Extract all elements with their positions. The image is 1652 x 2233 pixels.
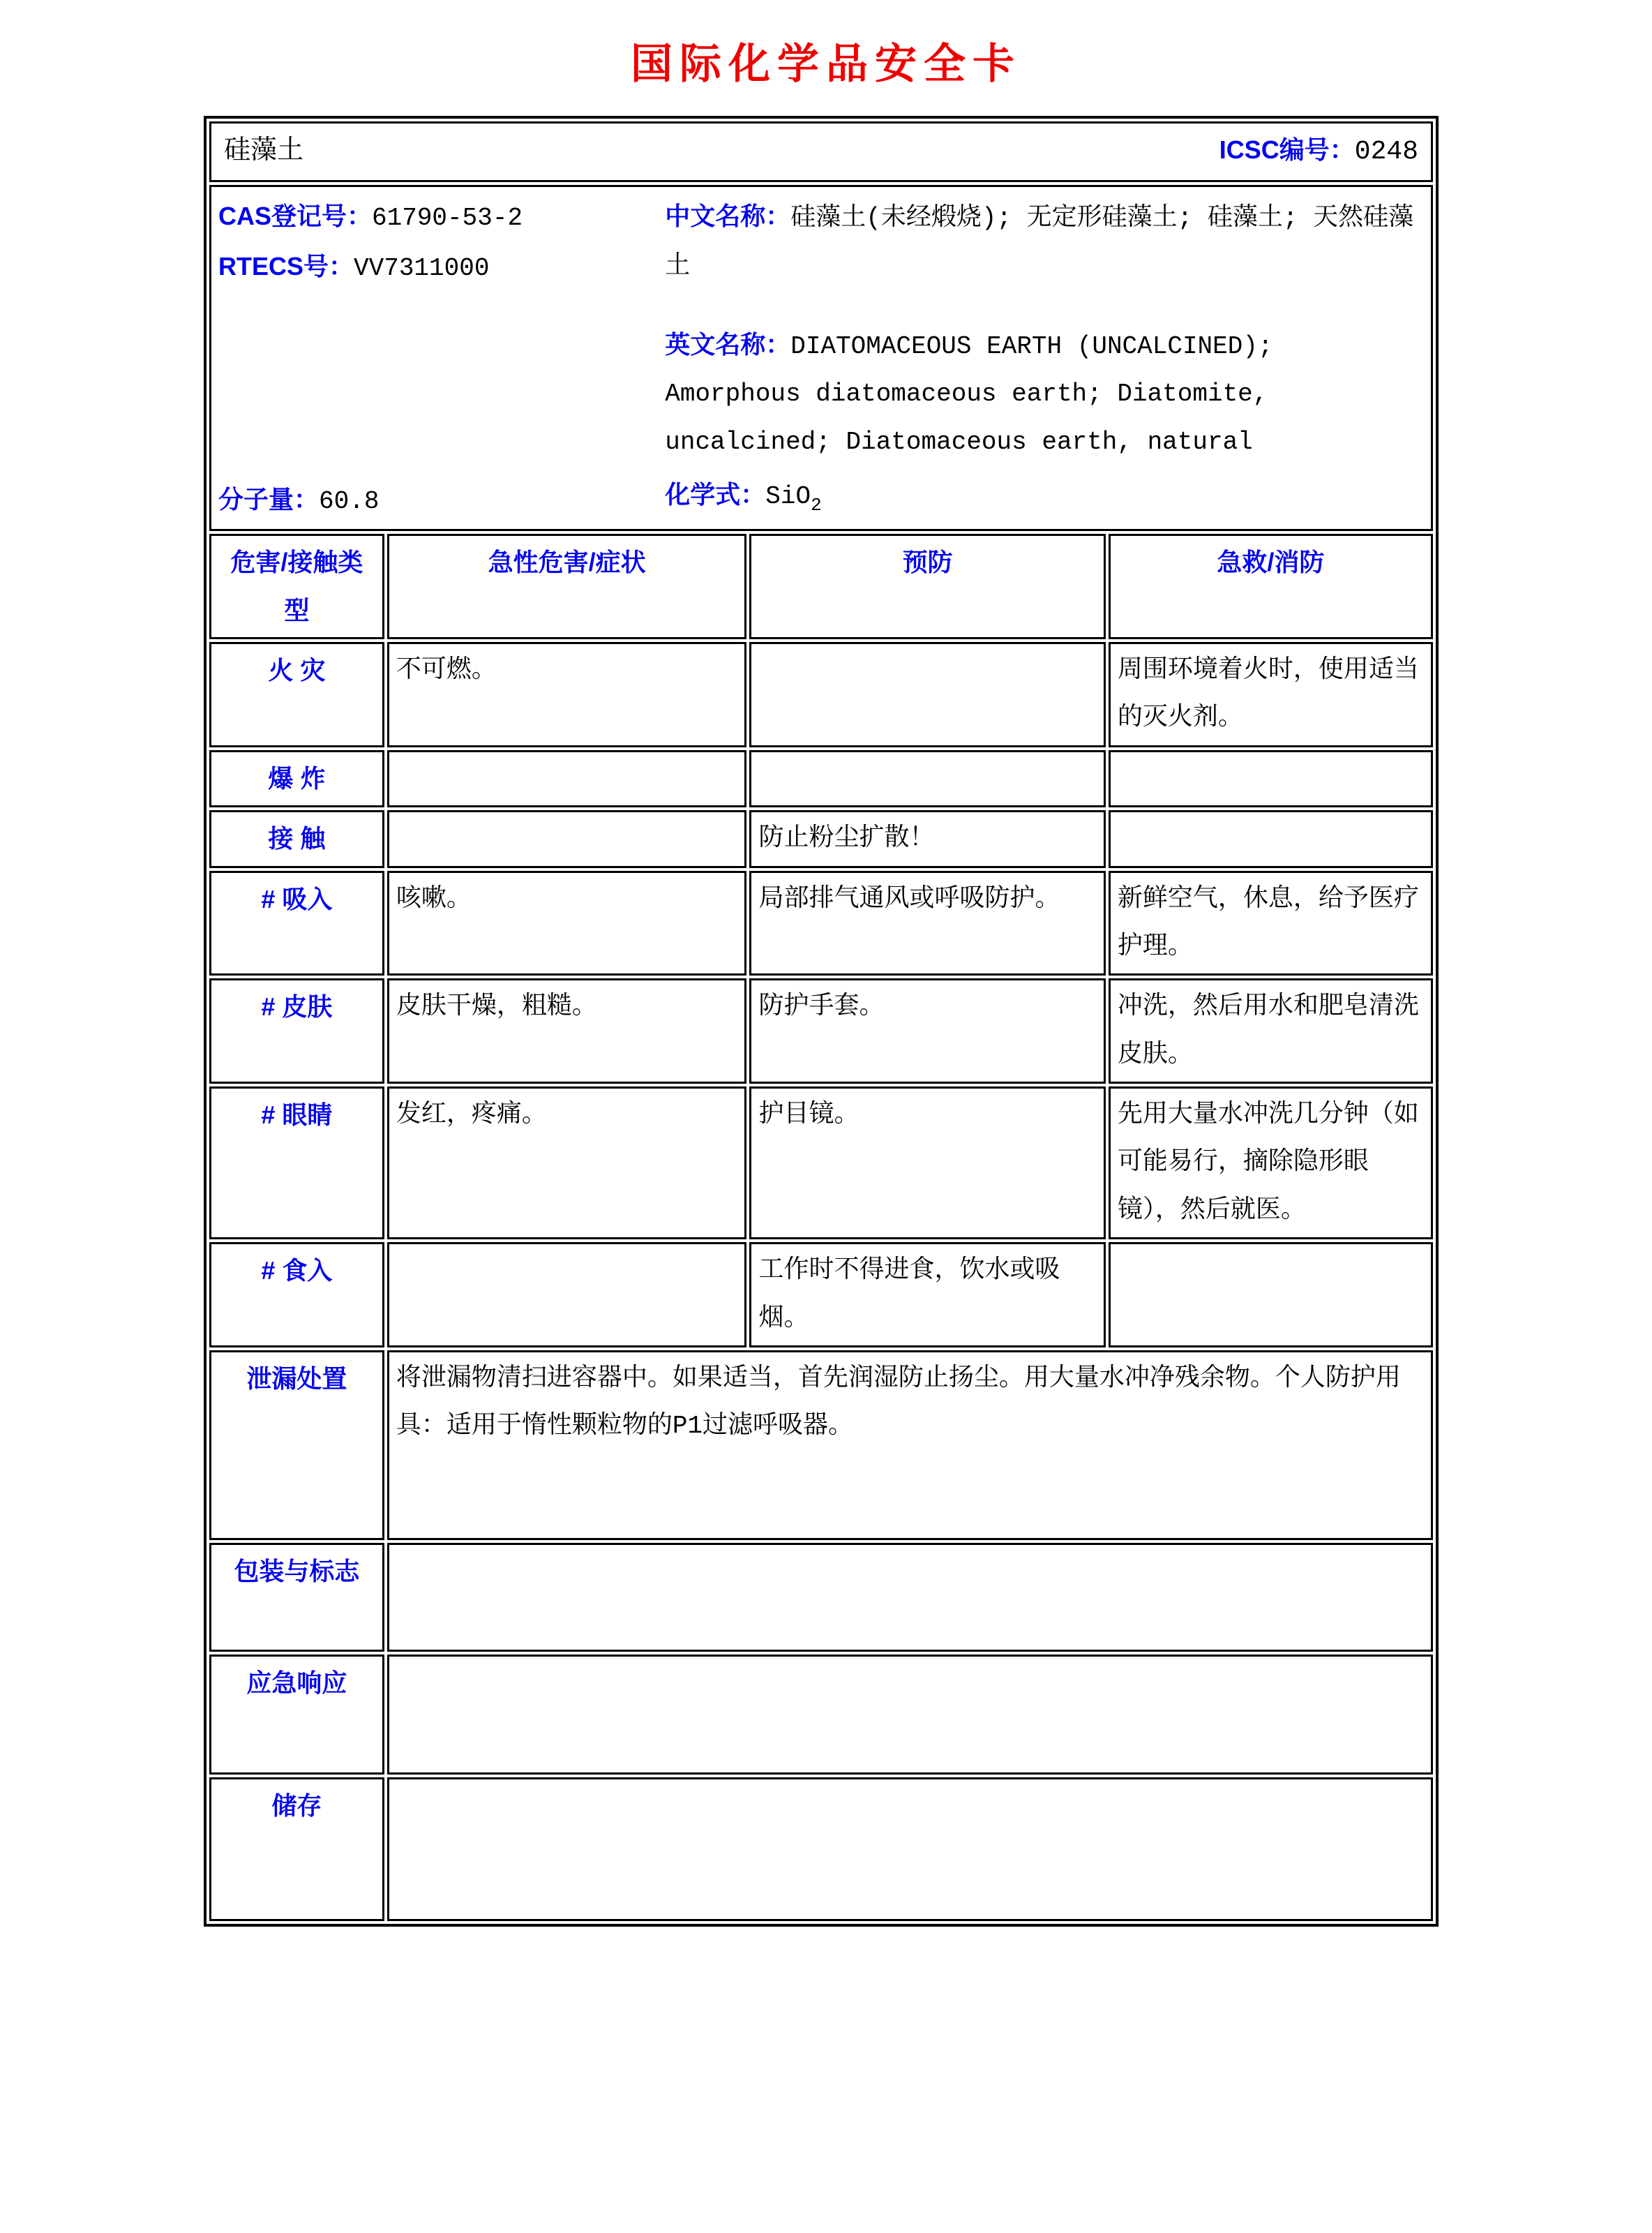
- ingestion-symptoms-cell: [387, 1242, 747, 1347]
- formula-line: [665, 479, 821, 516]
- table-row-ingestion: [209, 1242, 1433, 1347]
- row-label-spillage: 泄漏处置: [209, 1350, 384, 1540]
- spillage-text-cell: 将泄漏物清扫进容器中。如果适当，首先润湿防止扬尘。用大量水冲净残余物。个人防护用具：适用于惰性颗粒物的P1过滤呼吸器。: [387, 1350, 1433, 1540]
- icsc-number-value: 0248: [1354, 137, 1418, 167]
- column-header-hazard-type: 危害/接触类型: [209, 534, 384, 639]
- icsc-table: [206, 119, 1436, 1924]
- row-label-explosion: 爆 炸: [209, 750, 384, 807]
- english-names-label: 英文名称：: [665, 329, 791, 359]
- column-header-prevention: 预防: [749, 534, 1105, 639]
- name-cell: [209, 121, 1433, 182]
- substance-name: 硅藻土: [224, 136, 304, 167]
- row-label-storage: 储存: [209, 1777, 384, 1921]
- row-label-packaging: 包装与标志: [209, 1543, 384, 1652]
- molecular-weight-label: 分子量：: [218, 485, 320, 514]
- skin-symptoms-cell: 皮肤干燥，粗糙。: [387, 978, 747, 1084]
- row-label-inhalation: # 吸入: [209, 871, 384, 976]
- cas-label: CAS登记号：: [218, 202, 373, 231]
- identity-row: [209, 185, 1433, 531]
- emergency-text-cell: [387, 1655, 1433, 1775]
- substance-names: [665, 193, 1421, 466]
- skin-firstaid-cell: 冲洗，然后用水和肥皂清洗皮肤。: [1109, 978, 1433, 1084]
- row-label-ingestion: # 食入: [209, 1242, 384, 1347]
- explosion-firstaid-cell: [1109, 750, 1433, 807]
- table-row-packaging: [209, 1543, 1433, 1652]
- formula-label: 化学式：: [665, 480, 766, 509]
- cas-line: [218, 193, 523, 242]
- exposure-prevention-cell: 防止粉尘扩散！: [749, 810, 1105, 867]
- page-title: 国际化学品安全卡: [631, 40, 1021, 87]
- table-row-spillage: [209, 1350, 1433, 1540]
- column-header-symptoms: 急性危害/症状: [387, 534, 747, 639]
- row-label-exposure: 接 触: [209, 810, 384, 867]
- rtecs-label: RTECS号：: [218, 251, 354, 281]
- icsc-number-group: [1219, 126, 1418, 177]
- identity-cell: [209, 185, 1433, 531]
- inhalation-firstaid-cell: 新鲜空气，休息，给予医疗护理。: [1109, 871, 1433, 976]
- exposure-firstaid-cell: [1109, 810, 1433, 867]
- inhalation-prevention-cell: 局部排气通风或呼吸防护。: [749, 871, 1105, 976]
- skin-prevention-cell: 防护手套。: [749, 978, 1105, 1084]
- chinese-names-value: 硅藻土(未经煅烧); 无定形硅藻土; 硅藻土; 天然硅藻土: [665, 204, 1414, 281]
- chinese-names-line: [665, 193, 1421, 290]
- fire-prevention-cell: [749, 642, 1105, 747]
- explosion-symptoms-cell: [387, 750, 747, 807]
- explosion-prevention-cell: [749, 750, 1105, 807]
- english-names-value: DIATOMACEOUS EARTH (UNCALCINED); Amorphous diatomaceous earth; Diatomite, uncalcined; Diatomaceous earth, natural: [665, 331, 1273, 456]
- table-row-eyes: [209, 1086, 1433, 1239]
- cas-value: 61790-53-2: [372, 204, 523, 233]
- packaging-text-cell: [387, 1543, 1433, 1652]
- table-row-exposure: [209, 810, 1433, 867]
- table-row-fire: [209, 642, 1433, 747]
- exposure-symptoms-cell: [387, 810, 747, 867]
- table-row-storage: [209, 1777, 1433, 1921]
- formula-value: SiO: [765, 482, 811, 511]
- ingestion-prevention-cell: 工作时不得进食，饮水或吸烟。: [749, 1242, 1105, 1347]
- row-label-fire: 火 灾: [209, 642, 384, 747]
- row-label-emergency: 应急响应: [209, 1655, 384, 1775]
- inhalation-symptoms-cell: 咳嗽。: [387, 871, 747, 976]
- eyes-prevention-cell: 护目镜。: [749, 1086, 1105, 1239]
- formula-subscript: 2: [811, 495, 822, 516]
- rtecs-line: [218, 243, 523, 292]
- rtecs-value: VV7311000: [354, 253, 490, 283]
- eyes-symptoms-cell: 发红，疼痛。: [387, 1086, 747, 1239]
- ingestion-firstaid-cell: [1109, 1242, 1433, 1347]
- fire-symptoms-cell: 不可燃。: [387, 642, 747, 747]
- english-names-line: [665, 321, 1421, 466]
- column-header-firstaid: 急救/消防: [1109, 534, 1433, 639]
- eyes-firstaid-cell: 先用大量水冲洗几分钟（如可能易行，摘除隐形眼镜），然后就医。: [1109, 1086, 1433, 1239]
- icsc-card: [204, 116, 1439, 1927]
- table-row-skin: [209, 978, 1433, 1084]
- table-header-row: [209, 534, 1433, 639]
- storage-text-cell: [387, 1777, 1433, 1921]
- name-row: [209, 121, 1433, 182]
- table-row-inhalation: [209, 871, 1433, 976]
- chinese-names-label: 中文名称：: [665, 202, 791, 231]
- table-row-explosion: [209, 750, 1433, 807]
- row-label-eyes: # 眼睛: [209, 1086, 384, 1239]
- registry-numbers: [218, 193, 523, 292]
- row-label-skin: # 皮肤: [209, 978, 384, 1084]
- molecular-weight-value: 60.8: [319, 487, 380, 516]
- table-row-emergency: [209, 1655, 1433, 1775]
- icsc-number-label: ICSC编号：: [1219, 135, 1355, 164]
- fire-firstaid-cell: 周围环境着火时，使用适当的灭火剂。: [1109, 642, 1433, 747]
- molecular-weight-line: [218, 484, 379, 516]
